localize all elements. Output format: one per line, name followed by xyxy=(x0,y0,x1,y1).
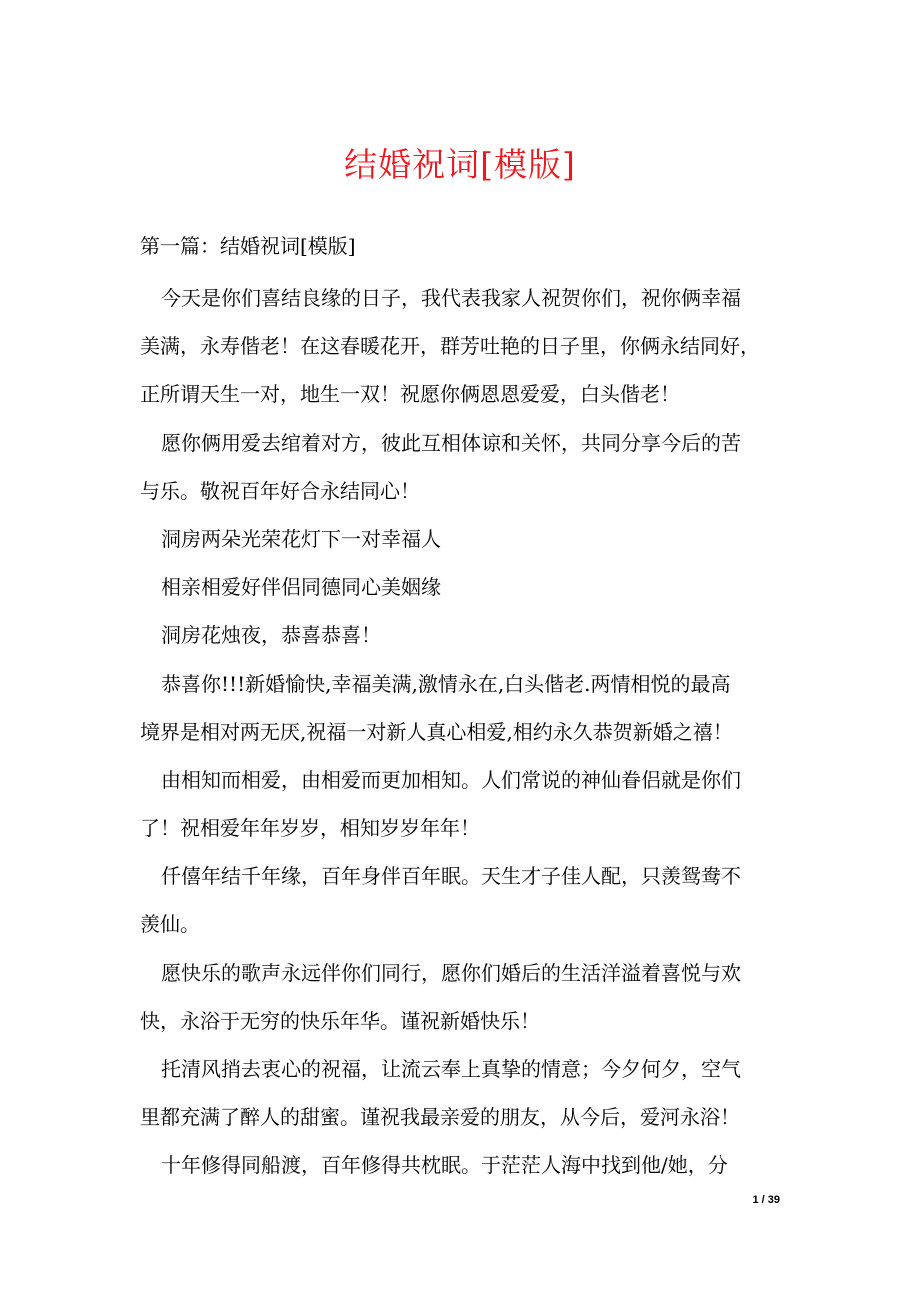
page-number: 1 / 39 xyxy=(752,1194,780,1206)
text-line: 正所谓天生一对，地生一双！祝愿你俩恩恩爱爱，白头偕老！ xyxy=(140,382,680,407)
text-line: 快，永浴于无穷的快乐年华。谨祝新婚快乐！ xyxy=(140,1008,540,1033)
text-line: 洞房两朵光荣花灯下一对幸福人 xyxy=(161,526,441,551)
document-body xyxy=(140,274,780,1190)
text-line: 十年修得同船渡，百年修得共枕眠。于茫茫人海中找到他/她，分 xyxy=(161,1153,728,1178)
text-line: 今天是你们喜结良缘的日子，我代表我家人祝贺你们，祝你俩幸福 xyxy=(161,286,741,310)
section-heading: 第一篇：结婚祝词[模版] xyxy=(140,234,356,258)
text-line: 与乐。敬祝百年好合永结同心！ xyxy=(140,478,420,503)
text-line: 境界是相对两无厌,祝福一对新人真心相爱,相约永久恭贺新婚之禧！ xyxy=(140,719,733,744)
text-line: 相亲相爱好伴侣同德同心美姻缘 xyxy=(161,575,441,600)
text-line: 由相知而相爱，由相爱而更加相知。人们常说的神仙眷侣就是你们 xyxy=(161,767,741,792)
text-line: 愿快乐的歌声永远伴你们同行，愿你们婚后的生活洋溢着喜悦与欢 xyxy=(161,960,741,985)
document-title: 结婚祝词[模版] xyxy=(344,145,576,184)
text-line: 里都充满了醉人的甜蜜。谨祝我最亲爱的朋友，从今后，爱河永浴！ xyxy=(140,1105,740,1130)
text-line: 仟僖年结千年缘，百年身伴百年眠。天生才子佳人配，只羡鸳鸯不 xyxy=(161,864,741,889)
text-line: 洞房花烛夜，恭喜恭喜！ xyxy=(161,623,381,648)
text-line: 恭喜你!!!新婚愉快,幸福美满,激情永在,白头偕老.两情相悦的最高 xyxy=(161,671,731,696)
text-line: 美满，永寿偕老！在这春暖花开，群芳吐艳的日子里，你俩永结同好， xyxy=(140,334,760,359)
text-line: 羡仙。 xyxy=(140,912,200,937)
text-line: 托清风捎去衷心的祝福，让流云奉上真挚的情意；今夕何夕，空气 xyxy=(161,1057,741,1081)
text-line: 了！祝相爱年年岁岁，相知岁岁年年！ xyxy=(140,816,480,841)
text-line: 愿你俩用爱去绾着对方，彼此互相体谅和关怀，共同分享今后的苦 xyxy=(161,430,741,455)
